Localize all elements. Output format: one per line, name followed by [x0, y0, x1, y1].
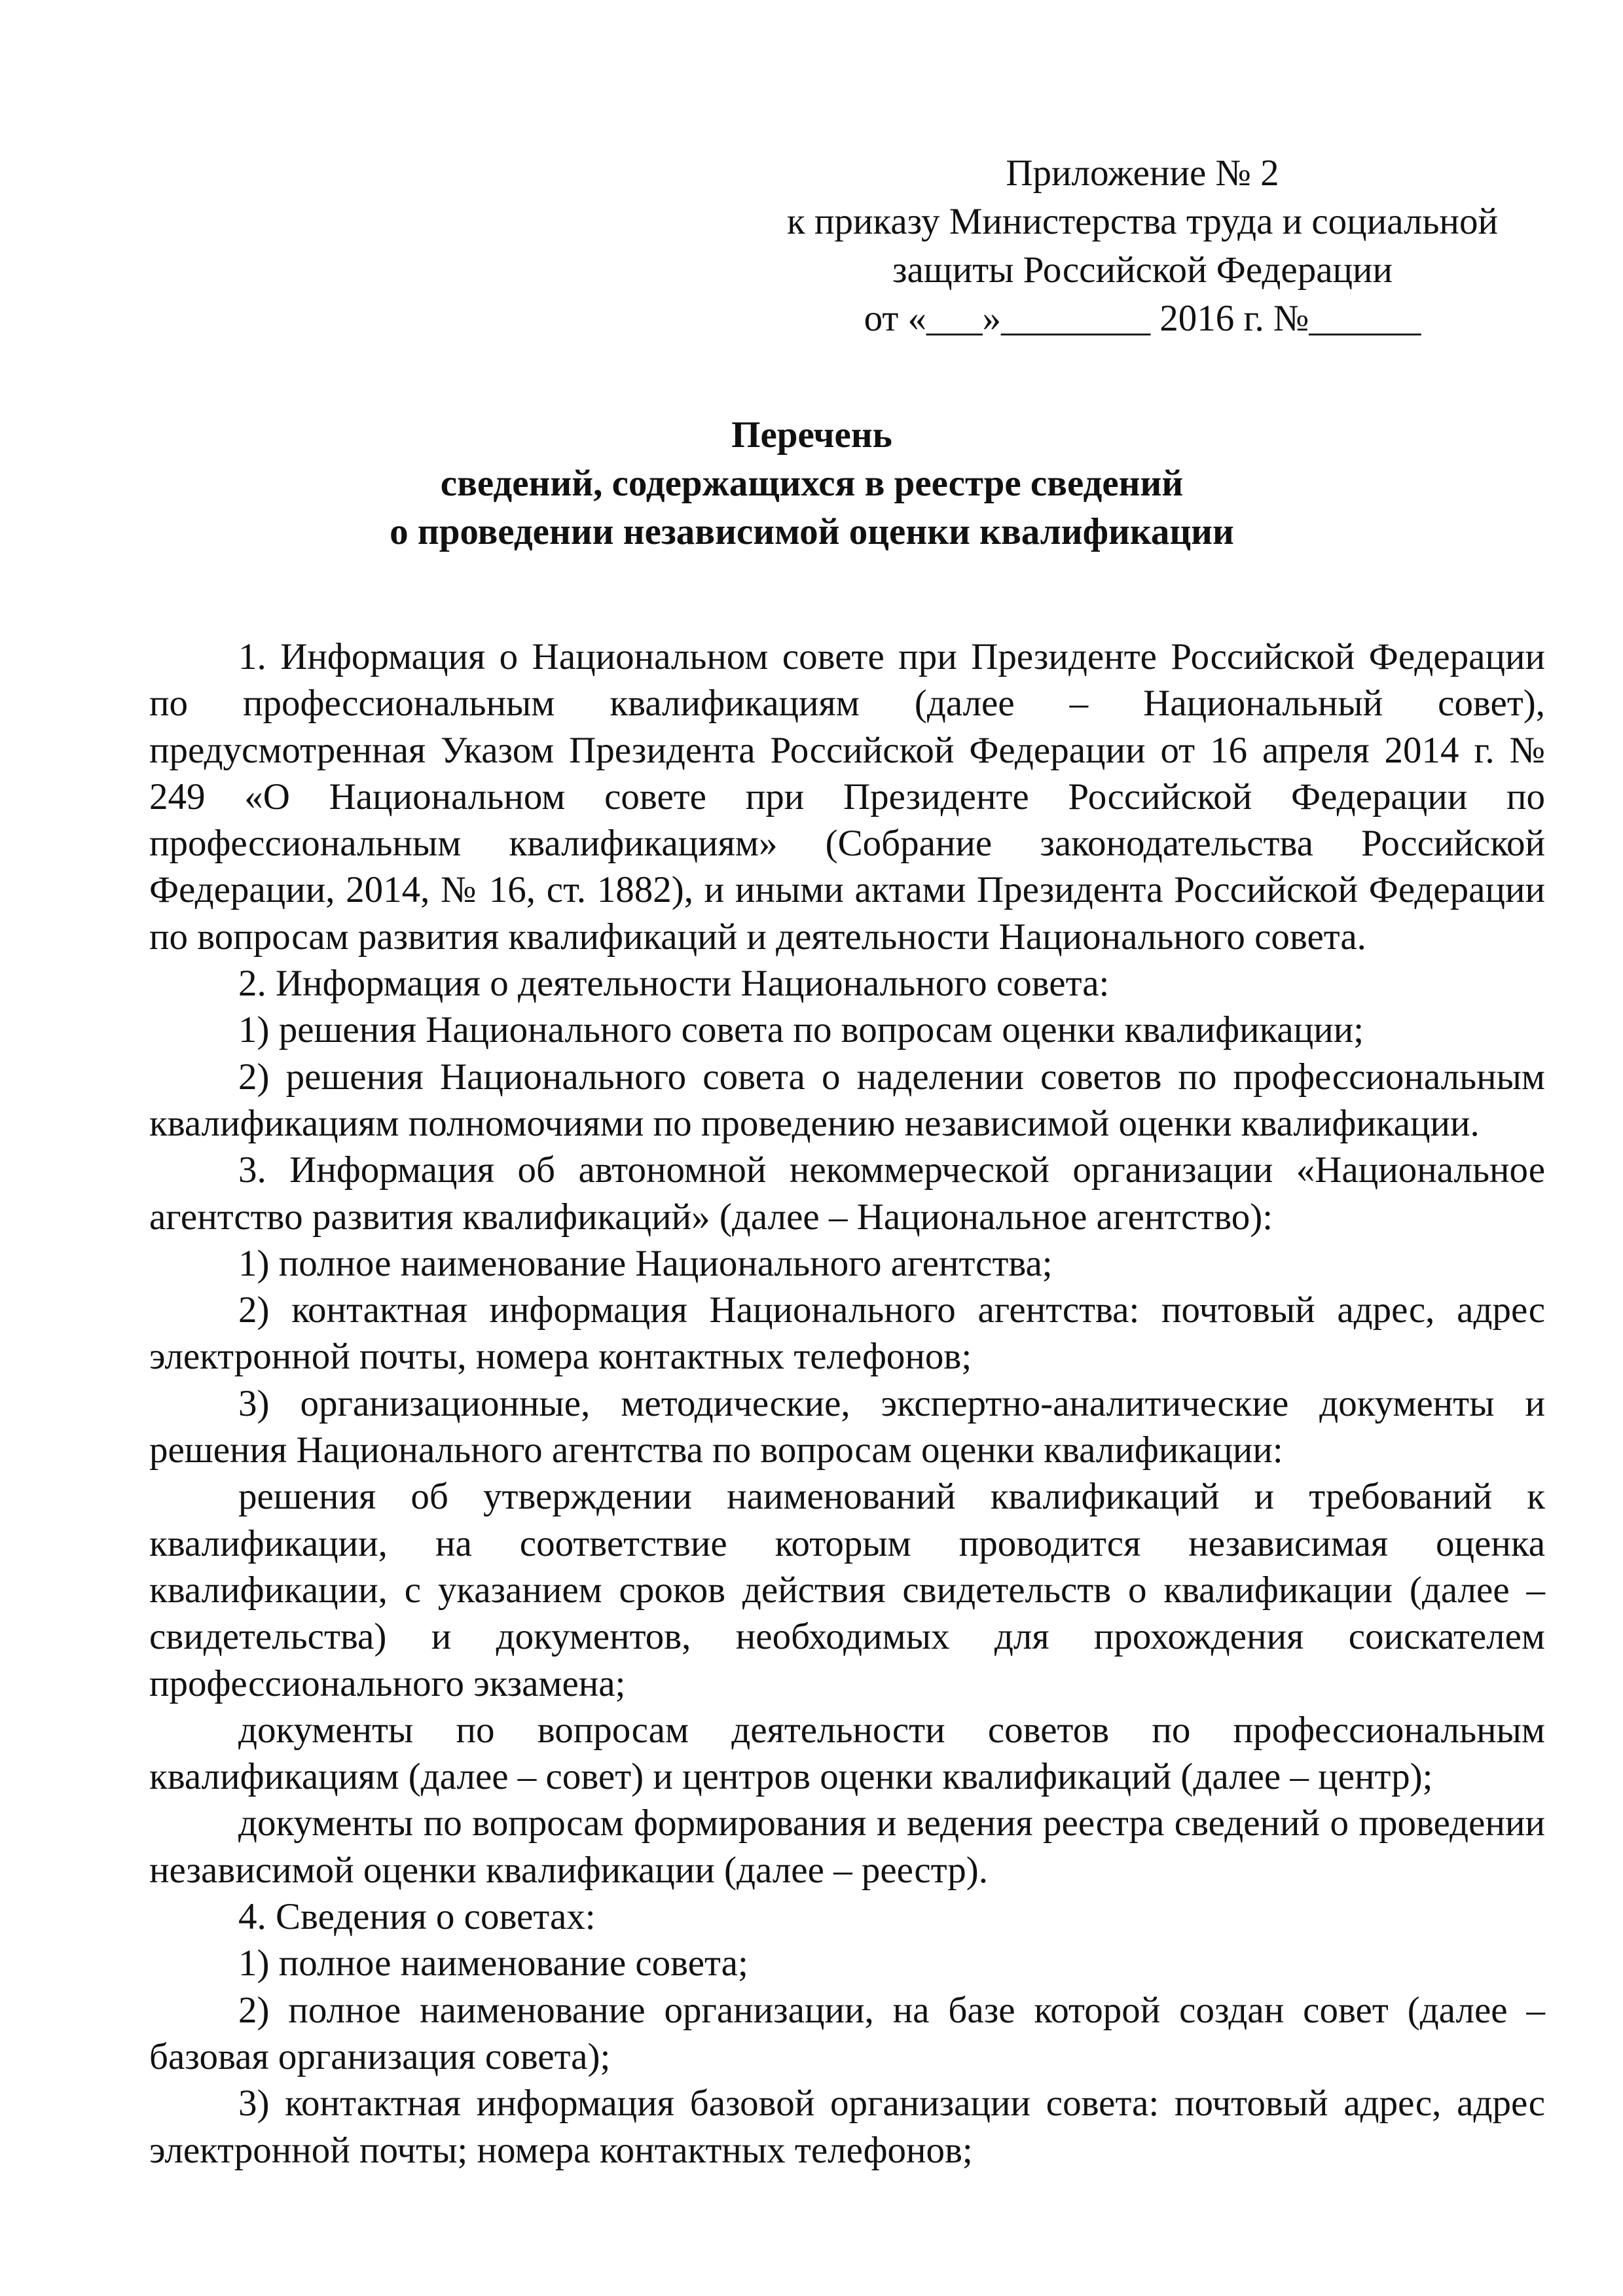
- paragraph-4-item-1: 1) полное наименование совета;: [238, 1943, 748, 1984]
- paragraph-3-subitem-b: документы по вопросам деятельности советов по профессиональным квалификациям (далее – совет) и центров оценки квалификаций (далее – центр);: [149, 1709, 1545, 1798]
- paragraph-3-subitem-a: решения об утверждении наименований квалификаций и требований к квалификации, на соответствие которым проводится независимая оценка квалификации, с указанием сроков действия свидетельств о квалификации (далее – свидетельства) и документов, необходимых для прохождения соискателем профессионального экзамена;: [149, 1476, 1545, 1704]
- document-title: [151, 411, 1473, 556]
- appendix-number: Приложение № 2: [1006, 152, 1279, 194]
- paragraph-3: 3. Информация об автономной некоммерческой организации «Национальное агентство развития квалификаций» (далее – Национальное агентство):: [149, 1149, 1545, 1238]
- title-line-2: сведений, содержащихся в реестре сведений: [440, 463, 1184, 504]
- appendix-ministry: защиты Российской Федерации: [892, 249, 1393, 291]
- paragraph-4-item-2: 2) полное наименование организации, на базе которой создан совет (далее – базовая организация совета);: [149, 1989, 1545, 2077]
- appendix-date-number: от «___»________ 2016 г. №______: [864, 298, 1421, 339]
- document-body: [149, 634, 1545, 2174]
- title-line-3: о проведении независимой оценки квалификации: [390, 511, 1234, 552]
- appendix-order-ref: к приказу Министерства труда и социальной: [787, 201, 1498, 242]
- paragraph-2-item-1: 1) решения Национального совета по вопросам оценки квалификации;: [238, 1009, 1364, 1051]
- title-line-1: Перечень: [731, 414, 892, 456]
- paragraph-1: 1. Информация о Национальном совете при Президенте Российской Федерации по профессиональным квалификациям (далее – Национальный совет), предусмотренная Указом Президента Российской Федерации от 16 апреля 2014 г. № 249 «О Национальном совете при Президенте Российской Федерации по профессиональным квалификациям» (Собрание законодательства Российской Федерации, 2014, № 16, ст. 1882), и иными актами Президента Российской Федерации по вопросам развития квалификаций и деятельности Национального совета.: [149, 636, 1545, 958]
- appendix-header: [740, 149, 1545, 343]
- paragraph-3-item-2: 2) контактная информация Национального агентства: почтовый адрес, адрес электронной почты, номера контактных телефонов;: [149, 1289, 1545, 1378]
- paragraph-2: 2. Информация о деятельности Национального совета:: [238, 963, 1110, 1005]
- paragraph-3-item-1: 1) полное наименование Национального агентства;: [238, 1242, 1053, 1284]
- paragraph-3-item-3: 3) организационные, методические, экспертно-аналитические документы и решения Национального агентства по вопросам оценки квалификации:: [149, 1382, 1545, 1471]
- paragraph-4-item-3: 3) контактная информация базовой организации совета: почтовый адрес, адрес электронной почты; номера контактных телефонов;: [149, 2083, 1545, 2171]
- paragraph-3-subitem-c: документы по вопросам формирования и ведения реестра сведений о проведении независимой оценки квалификации (далее – реестр).: [149, 1803, 1545, 1891]
- paragraph-2-item-2: 2) решения Национального совета о наделении советов по профессиональным квалификациям полномочиями по проведению независимой оценки квалификации.: [149, 1056, 1545, 1144]
- paragraph-4: 4. Сведения о советах:: [238, 1896, 596, 1938]
